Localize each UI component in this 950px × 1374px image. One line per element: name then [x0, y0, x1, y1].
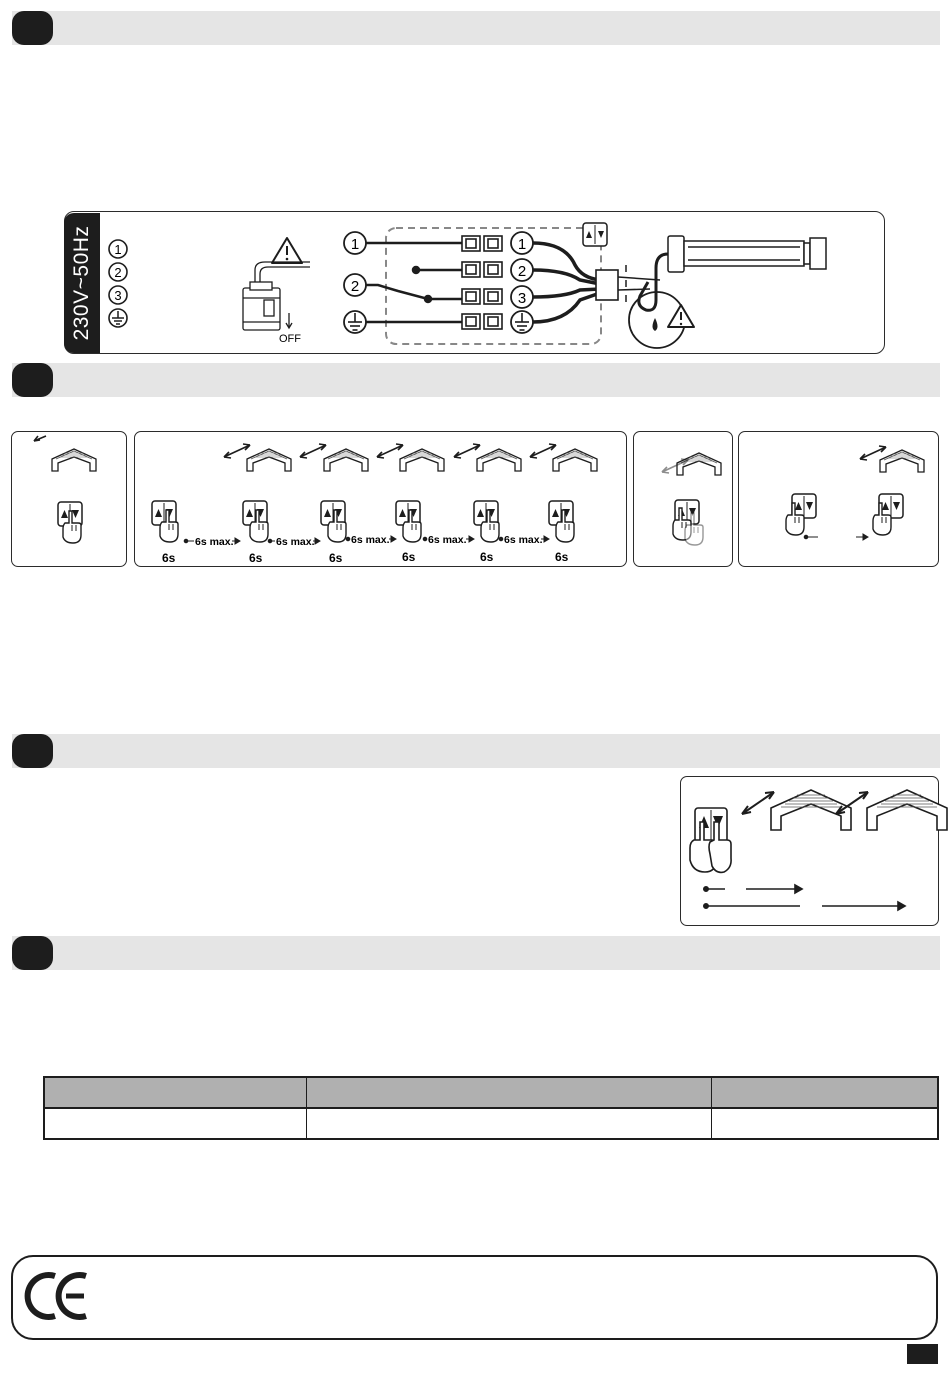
hold-time-label: 6s: [162, 551, 176, 565]
interval-label: 6s max.: [428, 534, 467, 546]
interval-label: 6s max.: [351, 534, 390, 546]
svg-text:1: 1: [350, 236, 360, 253]
interval-label: 6s max.: [276, 536, 315, 548]
hold-time-label: 6s: [480, 550, 494, 564]
interval-label: 6s max.: [195, 536, 234, 548]
svg-text:3: 3: [114, 288, 122, 303]
svg-text:3: 3: [517, 290, 527, 307]
svg-text:1: 1: [114, 242, 122, 257]
svg-text:2: 2: [114, 265, 122, 280]
hold-time-label: 6s: [249, 551, 263, 565]
page-number-tab: [907, 1344, 938, 1364]
hold-time-label: 6s: [329, 551, 343, 565]
svg-text:2: 2: [517, 263, 527, 280]
hold-time-label: 6s: [402, 550, 416, 564]
voltage-label: 230V~50Hz: [70, 225, 93, 341]
hold-time-label: 6s: [555, 550, 569, 564]
svg-text:2: 2: [350, 278, 360, 295]
svg-text:1: 1: [517, 236, 527, 253]
interval-label: 6s max.: [504, 534, 543, 546]
breaker-off-label: OFF: [279, 333, 301, 345]
